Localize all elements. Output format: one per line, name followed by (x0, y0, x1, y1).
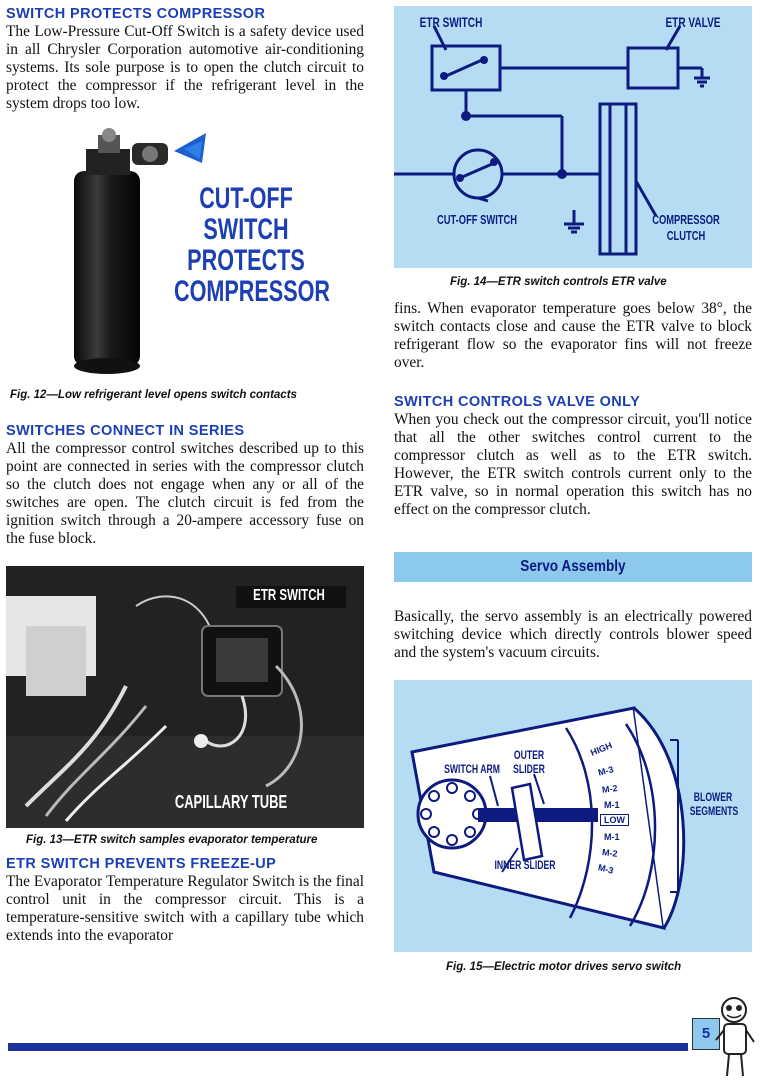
fig15-caption: Fig. 15—Electric motor drives servo switch (446, 961, 682, 973)
paragraph-series: All the compressor control switches described up to this point are connected in series with the compressor clutch so the clutch does not engage when any or all of the switches are open. The clutch circuit is fed from the ignition switch through a 20-ampere accessory fuse on the fuse block. (6, 440, 364, 547)
heading-switch-controls-valve-only: SWITCH CONTROLS VALVE ONLY (394, 394, 641, 410)
segment-m3-upper: M-3 (597, 764, 615, 778)
left-column (6, 6, 364, 945)
paragraph-etr: The Evaporator Temperature Regulator Switch is the final control unit in the compressor circuit. This is a temperature-sensitive switch with a capillary tube which extends into the evaporator (6, 873, 364, 944)
segment-m2-lower: M-2 (601, 847, 619, 859)
overlay-line-switch: SWITCH (203, 213, 289, 246)
segment-low: LOW (600, 814, 629, 826)
heading-switches-connect-in-series: SWITCHES CONNECT IN SERIES (6, 423, 245, 439)
etr-switch-photo (6, 566, 364, 828)
figure-13 (6, 566, 364, 828)
fig14-label-etr-switch: ETR SWITCH (419, 14, 483, 30)
right-column (394, 6, 752, 519)
figure-12 (6, 121, 364, 381)
heading-switch-protects-compressor: SWITCH PROTECTS COMPRESSOR (6, 6, 266, 22)
overlay-line-compressor: COMPRESSOR (174, 275, 331, 308)
segment-m1-upper: M-1 (604, 800, 620, 810)
paragraph-valve-only: When you check out the compressor circuit, you'll notice that all the other switches control current to the compressor clutch as well as to the ETR switch. However, the ETR switch controls current only to the ETR valve, so in normal operation this switch has no effect on the compressor clutch. (394, 411, 752, 518)
blower-segments (394, 680, 752, 952)
figure-15 (394, 680, 752, 952)
fig15-label-inner-slider: INNER SLIDER (494, 858, 556, 872)
fig13-label-capillary-tube: CAPILLARY TUBE (174, 792, 288, 812)
overlay-line-protects: PROTECTS (187, 244, 305, 277)
segment-m3-lower: M-3 (597, 862, 615, 876)
paragraph-fins: fins. When evaporator temperature goes below 38°, the switch contacts close and cause the ETR valve to block refrigerant flow so the evaporator fins will not freeze over. (394, 300, 752, 371)
fig14-label-etr-valve: ETR VALVE (665, 14, 721, 30)
figure-14 (394, 6, 752, 268)
heading-etr-switch-prevents-freeze-up: ETR SWITCH PREVENTS FREEZE-UP (6, 856, 277, 872)
footer-rule (8, 1043, 688, 1051)
fig15-label-slider: SLIDER (513, 762, 545, 776)
segment-high: HIGH (588, 740, 614, 758)
segment-m1-lower: M-1 (604, 832, 620, 842)
fig14-label-compressor: COMPRESSOR (652, 212, 720, 227)
paragraph-low-pressure: The Low-Pressure Cut-Off Switch is a safety device used in all Chrysler Corporation automotive air-conditioning systems. Its sole purpose is to open the clutch circuit to protect the compressor if the refrigerant level in the system drops too low. (6, 23, 364, 112)
fig14-label-clutch: CLUTCH (666, 228, 706, 243)
fig15-label-outer: OUTER (513, 748, 545, 762)
fig14-caption: Fig. 14—ETR switch controls ETR valve (450, 276, 667, 288)
paragraph-servo: Basically, the servo assembly is an electrically powered switching device which directly controls blower speed and the system's vacuum circuits. (394, 608, 752, 661)
servo-assembly-banner (394, 552, 752, 582)
fig15-label-segments: SEGMENTS (689, 804, 739, 818)
fig12-overlay-text (146, 183, 346, 307)
fig13-caption: Fig. 13—ETR switch samples evaporator temperature (26, 834, 318, 846)
overlay-line-cut-off: CUT-OFF (199, 182, 293, 215)
segment-m2-upper: M-2 (601, 783, 619, 795)
fig15-label-switch-arm: SWITCH ARM (444, 762, 500, 776)
fig15-label-blower: BLOWER (693, 790, 733, 804)
page-number: 5 (692, 1018, 720, 1050)
fig13-label-etr-switch: ETR SWITCH (253, 587, 325, 604)
fig14-label-cut-off-switch: CUT-OFF SWITCH (436, 212, 518, 227)
mascot-illustration (714, 996, 756, 1080)
servo-banner-title: Servo Assembly (520, 558, 626, 575)
fig12-caption: Fig. 12—Low refrigerant level opens switch contacts (10, 389, 297, 401)
